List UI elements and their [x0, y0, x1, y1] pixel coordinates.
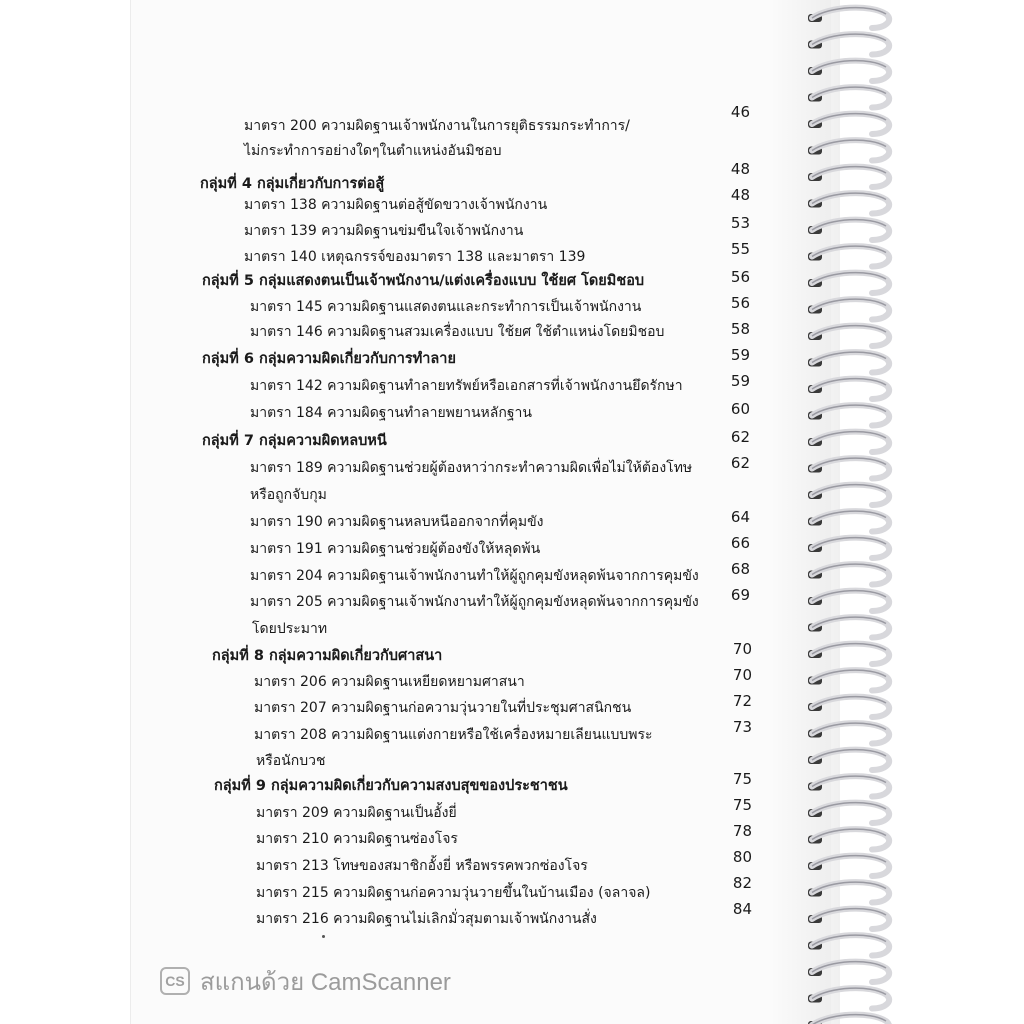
toc-entry-text: มาตรา 191 ความผิดฐานช่วยผู้ต้องขังให้หลุดพ้น	[250, 541, 541, 557]
camscanner-logo-icon: CS	[160, 967, 190, 995]
toc-page-number: 82	[732, 874, 752, 892]
toc-entry-text: มาตรา 146 ความผิดฐานสวมเครื่องแบบ ใช้ยศ ใช้ตำแหน่งโดยมิชอบ	[250, 324, 665, 340]
toc-entry-text: มาตรา 140 เหตุฉกรรจ์ของมาตรา 138 และมาตรา 139	[244, 249, 586, 265]
speck	[322, 935, 325, 938]
toc-entry-text: มาตรา 139 ความผิดฐานข่มขืนใจเจ้าพนักงาน	[244, 223, 524, 239]
toc-entry-text: มาตรา 200 ความผิดฐานเจ้าพนักงานในการยุติธรรมกระทำการ/	[244, 118, 630, 134]
toc-page-number: 73	[732, 718, 752, 736]
toc-entry-text: มาตรา 145 ความผิดฐานแสดงตนและกระทำการเป็นเจ้าพนักงาน	[250, 299, 642, 315]
toc-page-number: 66	[730, 534, 750, 552]
toc-page-number: 75	[732, 770, 752, 788]
toc-page-number: 56	[730, 268, 750, 286]
camscanner-watermark	[160, 966, 451, 996]
toc-entry-text: มาตรา 216 ความผิดฐานไม่เลิกมั่วสุมตามเจ้าพนักงานสั่ง	[256, 911, 597, 927]
toc-entry-text: มาตรา 184 ความผิดฐานทำลายพยานหลักฐาน	[250, 405, 532, 421]
toc-page-number: 56	[730, 294, 750, 312]
toc-page-number: 68	[730, 560, 750, 578]
toc-entry-text: มาตรา 206 ความผิดฐานเหยียดหยามศาสนา	[254, 674, 525, 690]
toc-page-number: 75	[732, 796, 752, 814]
toc-page-number: 72	[732, 692, 752, 710]
toc-page-number: 70	[732, 666, 752, 684]
toc-page-number: 70	[732, 640, 752, 658]
toc-page-number: 59	[730, 372, 750, 390]
toc-group-heading: กลุ่มที่ 8 กลุ่มความผิดเกี่ยวกับศาสนา	[212, 648, 443, 664]
toc-entry-text: ไม่กระทำการอย่างใดๆในตำแหน่งอันมิชอบ	[244, 143, 502, 159]
toc-group-heading: กลุ่มที่ 7 กลุ่มความผิดหลบหนี	[202, 433, 387, 449]
toc-group-heading: กลุ่มที่ 6 กลุ่มความผิดเกี่ยวกับการทำลาย	[202, 351, 456, 367]
toc-entry-text: มาตรา 138 ความผิดฐานต่อสู้ขัดขวางเจ้าพนักงาน	[244, 197, 548, 213]
toc-page-number: 69	[730, 586, 750, 604]
toc-entry-text: มาตรา 210 ความผิดฐานซ่องโจร	[256, 831, 458, 847]
toc-entry-text: มาตรา 204 ความผิดฐานเจ้าพนักงานทำให้ผู้ถูกคุมขังหลุดพ้นจากการคุมขัง	[250, 568, 699, 584]
toc-page-number: 53	[730, 214, 750, 232]
toc-entry-text: มาตรา 209 ความผิดฐานเป็นอั้งยี่	[256, 805, 457, 821]
toc-entry-text: มาตรา 205 ความผิดฐานเจ้าพนักงานทำให้ผู้ถูกคุมขังหลุดพ้นจากการคุมขัง	[250, 594, 699, 610]
toc-page-number: 46	[730, 103, 750, 121]
toc-group-heading: กลุ่มที่ 9 กลุ่มความผิดเกี่ยวกับความสงบสุขของประชาชน	[214, 778, 568, 794]
toc-page-number: 59	[730, 346, 750, 364]
toc-page-number: 64	[730, 508, 750, 526]
toc-group-heading: กลุ่มที่ 5 กลุ่มแสดงตนเป็นเจ้าพนักงาน/แต่งเครื่องแบบ ใช้ยศ โดยมิชอบ	[202, 273, 645, 289]
toc-page-number: 58	[730, 320, 750, 338]
toc-page-number: 80	[732, 848, 752, 866]
toc-entry-text: มาตรา 208 ความผิดฐานแต่งกายหรือใช้เครื่องหมายเลียนแบบพระ	[254, 727, 653, 743]
toc-page-number: 55	[730, 240, 750, 258]
toc-entry-text: มาตรา 142 ความผิดฐานทำลายทรัพย์หรือเอกสารที่เจ้าพนักงานยึดรักษา	[250, 378, 683, 394]
toc-page-number: 48	[730, 160, 750, 178]
watermark-text: สแกนด้วย CamScanner	[200, 968, 451, 996]
toc-entry-text: หรือถูกจับกุม	[250, 487, 327, 503]
toc-entry-text: หรือนักบวช	[256, 753, 326, 769]
toc-entry-text: มาตรา 190 ความผิดฐานหลบหนีออกจากที่คุมขัง	[250, 514, 544, 530]
toc-page-number: 62	[730, 428, 750, 446]
toc-entry-text: โดยประมาท	[252, 621, 328, 637]
toc-page-number: 48	[730, 186, 750, 204]
toc-entry-text: มาตรา 207 ความผิดฐานก่อความวุ่นวายในที่ประชุมศาสนิกชน	[254, 700, 632, 716]
toc-page-number: 60	[730, 400, 750, 418]
toc-entry-text: มาตรา 213 โทษของสมาชิกอั้งยี่ หรือพรรคพวกซ่องโจร	[256, 858, 588, 874]
toc-group-heading: กลุ่มที่ 4 กลุ่มเกี่ยวกับการต่อสู้	[200, 176, 385, 192]
toc-page-number: 78	[732, 822, 752, 840]
toc-entry-text: มาตรา 215 ความผิดฐานก่อความวุ่นวายขึ้นในบ้านเมือง (จลาจล)	[256, 885, 651, 901]
toc-page-number: 62	[730, 454, 750, 472]
toc-page-number: 84	[732, 900, 752, 918]
toc-entry-text: มาตรา 189 ความผิดฐานช่วยผู้ต้องหาว่ากระทำความผิดเพื่อไม่ให้ต้องโทษ	[250, 460, 693, 476]
